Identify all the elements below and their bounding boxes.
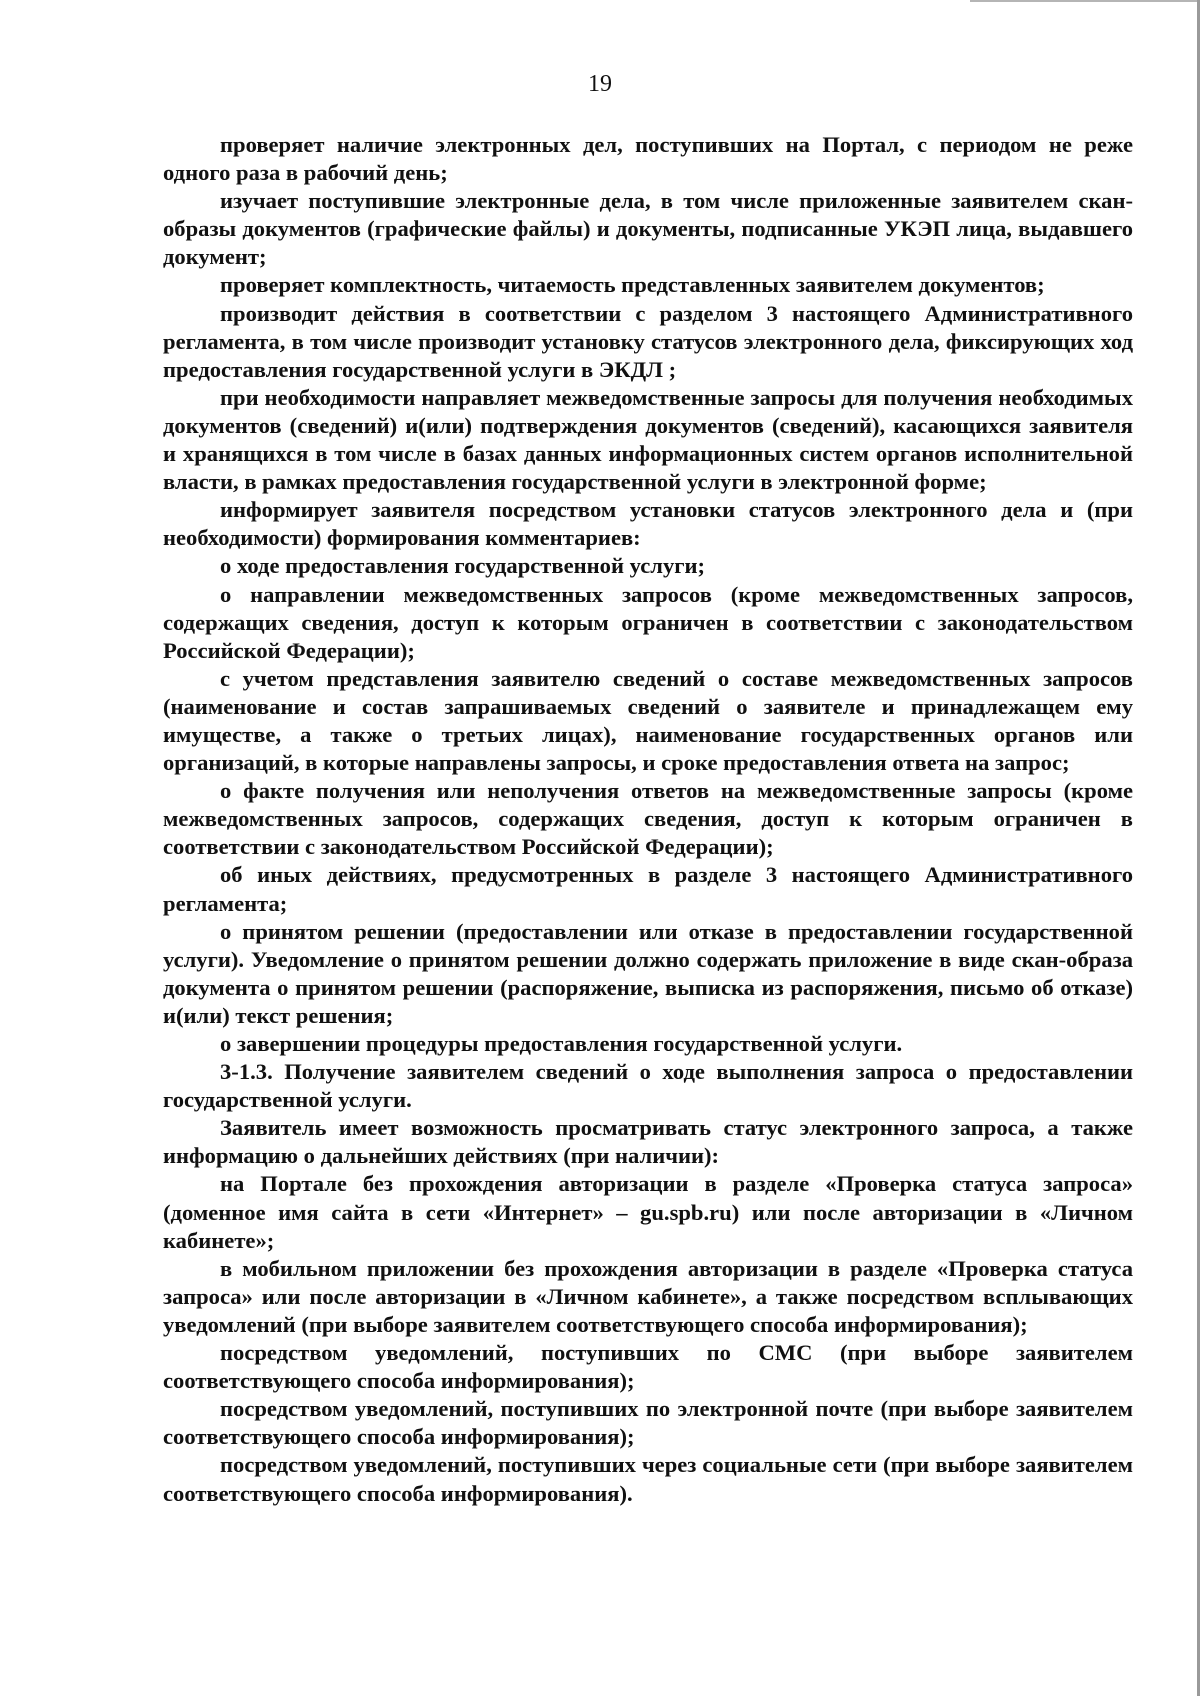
paragraph: о ходе предоставления государственной услуги; bbox=[220, 553, 706, 579]
paragraph: о принятом решении (предоставлении или отказе в предоставлении государственной услуги). Уведомление о принятом решении должно содержать приложение в виде скан-образа документа о принятом решении (распоряжение, выписка из распоряжения, письмо об отказе) и(или) текст решения; bbox=[163, 918, 1133, 1028]
paragraph: проверяет наличие электронных дел, поступивших на Портал, с периодом не реже одного раза в рабочий день; bbox=[163, 132, 1133, 186]
paragraph: производит действия в соответствии с разделом 3 настоящего Административного регламента, в том числе производит установку статусов электронного дела, фиксирующих ход предоставления государственной услуги в ЭКДЛ ; bbox=[163, 300, 1133, 382]
paragraph: информирует заявителя посредством установки статусов электронного дела и (при необходимости) формирования комментариев: bbox=[163, 497, 1133, 551]
paragraph: на Портале без прохождения авторизации в разделе «Проверка статуса запроса» (доменное имя сайта в сети «Интернет» – gu.spb.ru) или после авторизации в «Личном кабинете»; bbox=[163, 1171, 1133, 1253]
paragraph: 3-1.3. Получение заявителем сведений о ходе выполнения запроса о предоставлении государственной услуги. bbox=[163, 1059, 1133, 1113]
document-body bbox=[163, 131, 1133, 1508]
paragraph: в мобильном приложении без прохождения авторизации в разделе «Проверка статуса запроса» или после авторизации в «Личном кабинете», а также посредством всплывающих уведомлений (при выборе заявителем соответствующего способа информирования); bbox=[163, 1255, 1133, 1337]
paragraph: о завершении процедуры предоставления государственной услуги. bbox=[220, 1031, 903, 1056]
paragraph: о факте получения или неполучения ответов на межведомственные запросы (кроме межведомственных запросов, содержащих сведения, доступ к которым ограничен в соответствии с законодательством Российской Федерации); bbox=[163, 778, 1133, 860]
page-number: 19 bbox=[588, 71, 612, 97]
scan-edge-top bbox=[970, 0, 1200, 2]
paragraph: с учетом представления заявителю сведений о составе межведомственных запросов (наименование и состав запрашиваемых сведений о заявителе и принадлежащем ему имуществе, а также о третьих лицах), наименование государственных органов или организаций, в которые направлены запросы, и сроке предоставления ответа на запрос; bbox=[163, 665, 1133, 776]
paragraph: Заявитель имеет возможность просматривать статус электронного запроса, а также информацию о дальнейших действиях (при наличии): bbox=[163, 1115, 1133, 1169]
paragraph: посредством уведомлений, поступивших по СМС (при выборе заявителем соответствующего способа информирования); bbox=[163, 1340, 1133, 1394]
paragraph: изучает поступившие электронные дела, в том числе приложенные заявителем скан-образы документов (графические файлы) и документы, подписанные УКЭП лица, выдавшего документ; bbox=[163, 188, 1133, 270]
paragraph: об иных действиях, предусмотренных в разделе 3 настоящего Административного регламента; bbox=[163, 862, 1133, 916]
paragraph: при необходимости направляет межведомственные запросы для получения необходимых документов (сведений) и(или) подтверждения документов (сведений), касающихся заявителя и хранящихся в том числе в базах данных информационных систем органов исполнительной власти, в рамках предоставления государственной услуги в электронной форме; bbox=[163, 384, 1133, 495]
paragraph: о направлении межведомственных запросов (кроме межведомственных запросов, содержащих сведения, доступ к которым ограничен в соответствии с законодательством Российской Федерации); bbox=[163, 581, 1133, 663]
paragraph: посредством уведомлений, поступивших через социальные сети (при выборе заявителем соответствующего способа информирования). bbox=[163, 1452, 1133, 1506]
paragraph: проверяет комплектность, читаемость представленных заявителем документов; bbox=[220, 272, 1045, 298]
paragraph: посредством уведомлений, поступивших по электронной почте (при выборе заявителем соответствующего способа информирования); bbox=[163, 1396, 1133, 1450]
